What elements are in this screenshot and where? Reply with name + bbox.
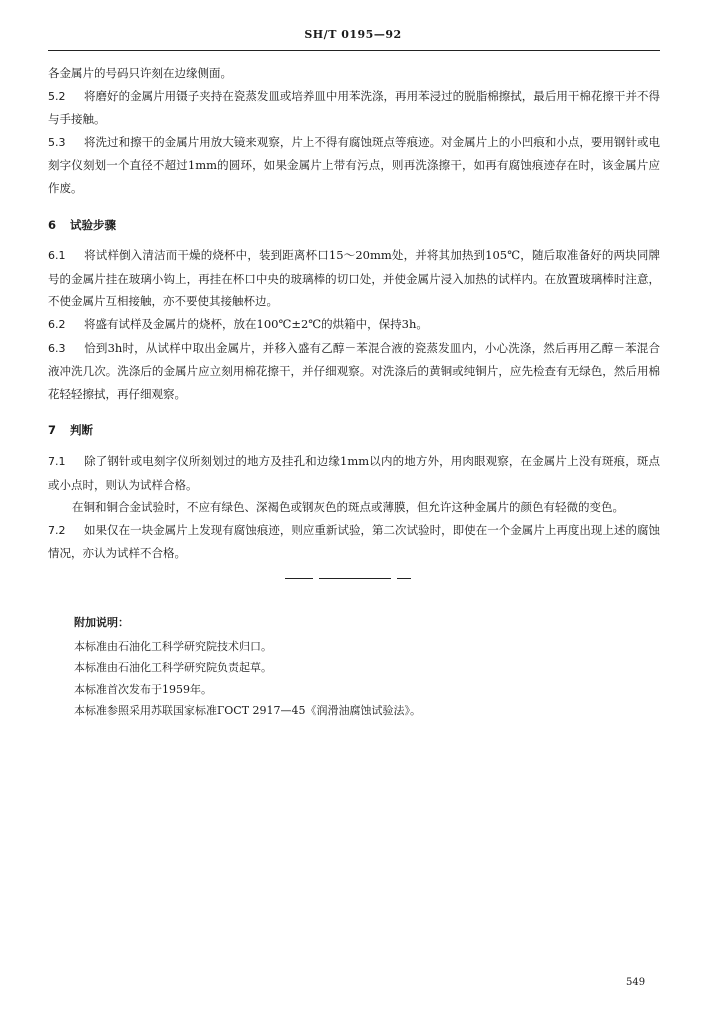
additional-notes [74, 612, 634, 722]
note-item: 本标准参照采用苏联国家标准ГОСТ 2917—45《润滑油腐蚀试验法》。 [74, 704, 422, 717]
clause-5-2 [48, 85, 660, 131]
clause-number: 7.1 [48, 454, 66, 468]
section-number: 6 [48, 217, 57, 232]
section-title: 判断 [70, 423, 93, 438]
clause-text: 将洗过和擦干的金属片用放大镜来观察，片上不得有腐蚀斑点等痕迹。对金属片上的小凹痕和小点，要用钢针或电刻字仪刻划一个直径不超过1mm的圆环，如果金属片上带有污点，则再洗涤擦干，如再有腐蚀痕迹存在时，该金属片应作废。 [48, 134, 660, 195]
clause-number: 6.1 [48, 249, 66, 263]
clause-6-2 [48, 313, 660, 337]
clause-number: 7.2 [48, 523, 66, 537]
section-number: 7 [48, 423, 57, 438]
clause-6-3 [48, 337, 660, 406]
note-item: 本标准由石油化工科学研究院技术归口。 [74, 639, 272, 653]
clause-number: 5.3 [48, 135, 66, 149]
clause-text: 除了钢针或电刻字仪所刻划过的地方及挂孔和边缘1mm以内的地方外，用肉眼观察，在金属片上没有斑痕，斑点或小点时，则认为试样合格。 [48, 453, 660, 492]
clause-text: 将盛有试样及金属片的烧杯，放在100℃±2℃的烘箱中，保持3h。 [84, 316, 428, 331]
section-title: 试验步骤 [70, 217, 116, 232]
clause-number: 6.3 [48, 341, 66, 355]
clause-number: 6.2 [48, 317, 66, 331]
document-body [48, 62, 660, 565]
document-code-header: SH/T 0195—92 [304, 28, 402, 41]
clause-7-2 [48, 519, 660, 565]
section-7-heading [48, 419, 660, 442]
clause-text: 将试样倒入清洁而干燥的烧杯中，装到距离杯口15～20mm处，并将其加热到105℃，随后取准备好的两块同牌号的金属片挂在玻璃小钩上，再挂在杯口中央的玻璃棒的切口处，并使金属片浸入加热的试样内。在放置玻璃棒时注意，不使金属片互相接触，亦不要使其接触杯边。 [48, 248, 660, 309]
clause-6-1 [48, 244, 660, 313]
header-rule [48, 50, 660, 51]
notes-title: 附加说明： [74, 616, 129, 629]
clause-number: 5.2 [48, 89, 66, 103]
clause-7-1 [48, 450, 660, 496]
section-6-heading [48, 214, 660, 237]
clause-5-3 [48, 131, 660, 200]
clause-text: 如果仅在一块金属片上发现有腐蚀痕迹，则应重新试验，第二次试验时，即使在一个金属片上再度出现上述的腐蚀情况，亦认为试样不合格。 [48, 522, 660, 561]
note-item: 本标准由石油化工科学研究院负责起草。 [74, 661, 272, 674]
clause-5-1-tail: 各金属片的号码只许刻在边缘侧面。 [48, 66, 232, 80]
note-item: 本标准首次发布于1959年。 [74, 682, 212, 696]
page-number: 549 [626, 977, 646, 988]
clause-text: 恰到3h时，从试样中取出金属片，并移入盛有乙醇－苯混合液的瓷蒸发皿内，小心洗涤，然后再用乙醇－苯混合液冲洗几次。洗涤后的金属片应立刻用棉花擦干，并仔细观察。对洗涤后的黄铜或纯铜片，应先检查有无绿色，然后用棉花轻轻擦拭，再仔细观察。 [48, 340, 660, 401]
clause-7-1-paragraph-2: 在铜和铜合金试验时，不应有绿色、深褐色或钢灰色的斑点或薄膜，但允许这种金属片的颜色有轻微的变色。 [72, 500, 624, 515]
clause-text: 将磨好的金属片用镊子夹持在瓷蒸发皿或培养皿中用苯洗涤，再用苯浸过的脱脂棉擦拭，最后用干棉花擦干并不得与手接触。 [48, 88, 660, 127]
